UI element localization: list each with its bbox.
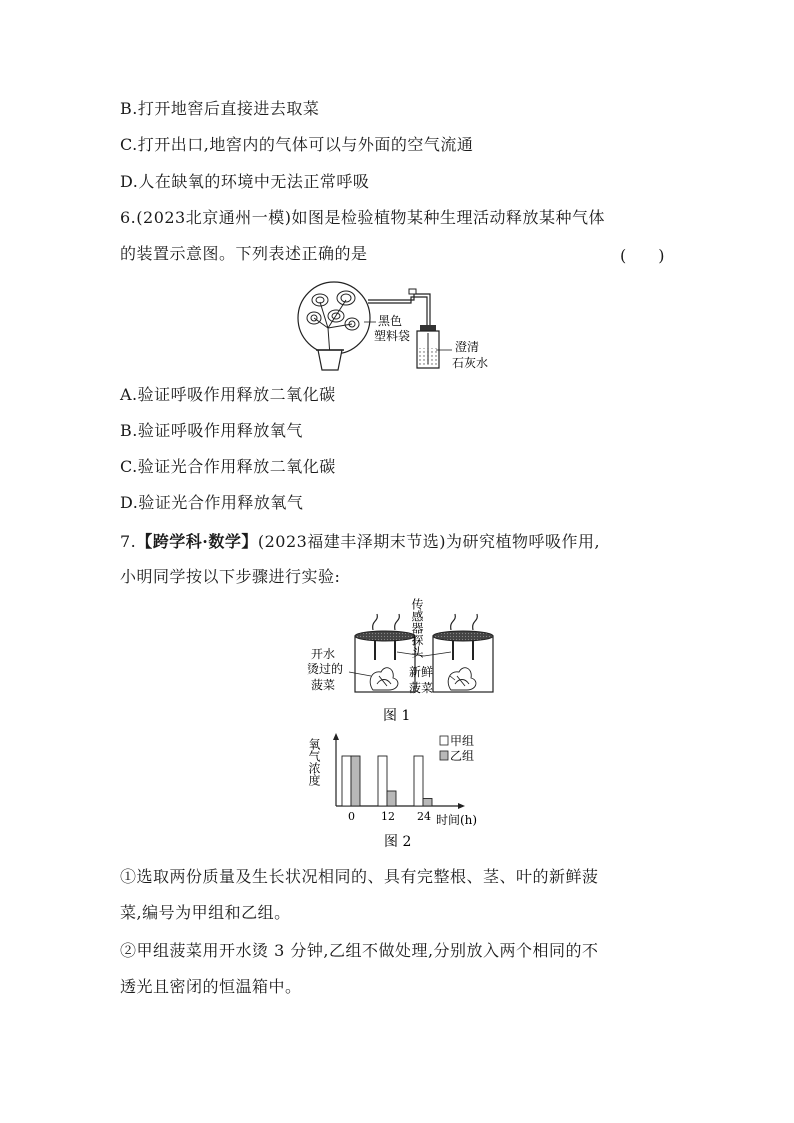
y-axis-arrow xyxy=(333,733,339,740)
chart-y-axis-label: 氧气浓度 xyxy=(307,738,321,786)
q7-step2-line1: ②甲组菠菜用开水烫 3 分钟,乙组不做处理,分别放入两个相同的不 xyxy=(120,941,599,960)
q6-option-a: A.验证呼吸作用释放二氧化碳 xyxy=(120,385,336,404)
bag-label-line2: 塑料袋 xyxy=(374,329,411,343)
x-tick-label-24: 24 xyxy=(417,810,431,823)
q7-tag: 【跨学科·数学】 xyxy=(136,532,258,551)
sensor-label: 传感器探头 xyxy=(410,598,424,658)
fresh-label-line1: 新鲜 xyxy=(409,665,434,679)
q6-option-b: B.验证呼吸作用释放氧气 xyxy=(120,421,303,440)
q7-stem-line1 xyxy=(120,531,600,553)
q6-answer-blank: ( ) xyxy=(620,246,665,265)
bar-yi-0 xyxy=(351,756,360,806)
x-tick-label-0: 0 xyxy=(348,810,355,823)
q6-stem-line2: 的装置示意图。下列表述正确的是 xyxy=(120,244,368,263)
q6-option-c: C.验证光合作用释放二氧化碳 xyxy=(120,457,336,476)
bar-yi-12 xyxy=(387,791,396,806)
q5-option-d: D.人在缺氧的环境中无法正常呼吸 xyxy=(120,172,370,191)
bar-jia-0 xyxy=(342,756,351,806)
boiled-label-line2: 烫过的 xyxy=(307,662,344,676)
legend-label-yi: 乙组 xyxy=(450,749,475,763)
q7-number: 7. xyxy=(120,532,137,551)
q6-stem-line1: 6.(2023北京通州一模)如图是检验植物某种生理活动释放某种气体 xyxy=(120,208,605,227)
bar-jia-24 xyxy=(414,756,423,806)
q7-step1-line1: ①选取两份质量及生长状况相同的、具有完整根、茎、叶的新鲜菠 xyxy=(120,867,599,886)
legend-label-jia: 甲组 xyxy=(450,734,475,748)
q7-stem-rest: (2023福建丰泽期末节选)为研究植物呼吸作用, xyxy=(257,532,601,551)
water-label-line1: 澄清 xyxy=(455,340,480,354)
q7-stem-line2: 小明同学按以下步骤进行实验: xyxy=(120,567,341,586)
q6-figure-apparatus xyxy=(290,278,505,376)
boiled-label-line3: 菠菜 xyxy=(311,678,336,692)
bar-yi-24 xyxy=(423,799,432,807)
q7-step2-line2: 透光且密闭的恒温箱中。 xyxy=(120,977,302,996)
q7-figure-1 xyxy=(305,596,515,728)
fig2-caption: 图 2 xyxy=(384,834,412,850)
bar-jia-12 xyxy=(378,756,387,806)
legend-swatch-jia xyxy=(440,736,448,745)
chart-x-axis-label: 时间(h) xyxy=(436,813,478,827)
x-axis-arrow xyxy=(458,803,465,809)
bag-label-line1: 黑色 xyxy=(378,314,403,328)
q7-figure-2-chart xyxy=(300,732,500,854)
water-label-line2: 石灰水 xyxy=(452,356,489,370)
q5-option-b: B.打开地窖后直接进去取菜 xyxy=(120,99,320,118)
fresh-label-line2: 菠菜 xyxy=(409,681,434,695)
q7-step1-line2: 菜,编号为甲组和乙组。 xyxy=(120,903,291,922)
fig1-caption: 图 1 xyxy=(383,708,411,724)
q5-option-c: C.打开出口,地窖内的气体可以与外面的空气流通 xyxy=(120,135,474,154)
q6-option-d: D.验证光合作用释放氧气 xyxy=(120,493,304,512)
x-tick-label-12: 12 xyxy=(381,810,395,823)
legend-swatch-yi xyxy=(440,751,448,760)
boiled-label-line1: 开水 xyxy=(311,647,336,661)
